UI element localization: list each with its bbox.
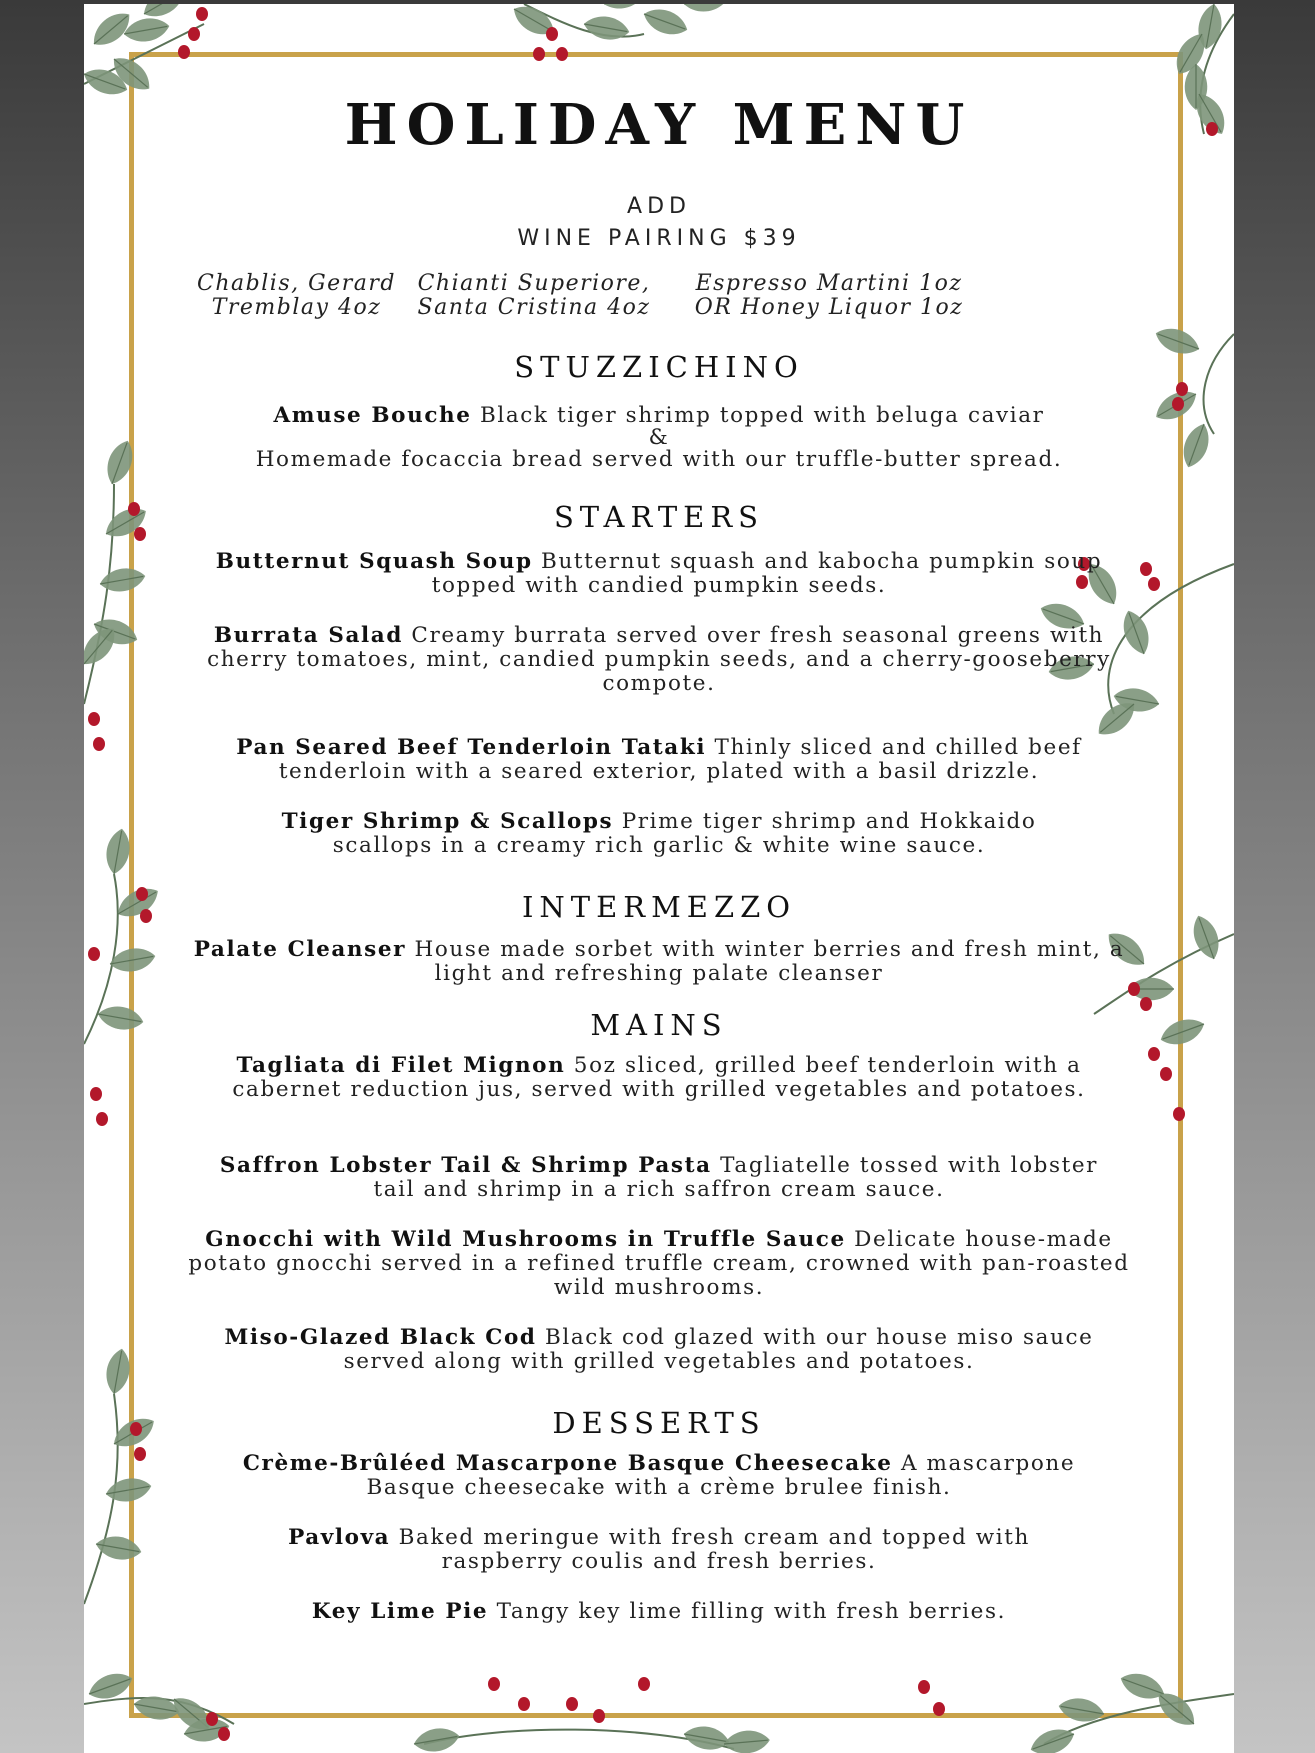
item-name: Crème-Brûléed Mascarpone Basque Cheesecake [242, 1451, 893, 1476]
item-name: Key Lime Pie [311, 1599, 489, 1624]
leaf-cluster-top-center [508, 4, 731, 61]
wine-pairing-price: WINE PAIRING $39 [517, 226, 801, 251]
menu-item [214, 550, 1104, 598]
section-heading-stuzzichino: STUZZICHINO [514, 350, 804, 384]
item-name: Pan Seared Beef Tenderloin Tataki [236, 735, 707, 760]
item-description: Baked meringue with fresh cream and topped with raspberry coulis and fresh berries. [398, 1525, 1030, 1574]
item-name: Miso-Glazed Black Cod [224, 1325, 537, 1350]
item-name: Saffron Lobster Tail & Shrimp Pasta [219, 1153, 712, 1178]
item-name: Pavlova [288, 1525, 391, 1550]
wine-item: Espresso Martini 1oz OR Honey Liquor 1oz [694, 271, 964, 320]
item-description: Black cod glazed with our house miso sauce served along with grilled vegetables and potatoes. [343, 1325, 1094, 1374]
item-description: Prime tiger shrimp and Hokkaido scallops in a creamy rich garlic & white wine sauce. [332, 809, 1037, 858]
leaf-cluster-bottom-right [918, 1668, 1234, 1753]
section-heading-desserts: DESSERTS [552, 1406, 766, 1440]
wine-item: Chianti Superiore, Santa Cristina 4oz [417, 271, 651, 320]
section-heading-starters: STARTERS [553, 500, 765, 534]
menu-item [194, 1452, 1124, 1500]
wine-item: Chablis, Gerard Tremblay 4oz [197, 271, 396, 320]
item-name: Butternut Squash Soup [215, 549, 533, 574]
menu-item-amuse-bouche [174, 404, 1144, 472]
item-description: Tagliatelle tossed with lobster tail and shrimp in a rich saffron cream sauce. [373, 1153, 1099, 1202]
item-description: A mascarpone Basque cheesecake with a crème brulee finish. [366, 1451, 1076, 1500]
menu-item [194, 736, 1124, 784]
leaf-cluster-left-upper [84, 437, 151, 751]
item-name: Gnocchi with Wild Mushrooms in Truffle Sauce [205, 1227, 846, 1252]
item-description: Homemade focaccia bread served with our truffle-butter spread. [255, 447, 1063, 472]
menu-item [234, 810, 1084, 858]
item-name: Amuse Bouche [273, 403, 472, 428]
menu-item [224, 1526, 1094, 1574]
menu-item [214, 1600, 1104, 1624]
item-description: Tangy key lime filling with fresh berries. [496, 1599, 1007, 1624]
menu-item [214, 1154, 1104, 1202]
item-name: Burrata Salad [213, 623, 403, 648]
item-name: Tagliata di Filet Mignon [236, 1053, 566, 1078]
leaf-cluster-bottom-center [412, 1677, 771, 1753]
leaf-cluster-top-left [84, 4, 208, 100]
menu-item [184, 1228, 1134, 1300]
item-description: Butternut squash and kabocha pumpkin soup topped with candied pumpkin seeds. [431, 549, 1103, 598]
item-description: Creamy burrata served over fresh seasonal greens with cherry tomatoes, mint, candied pumpkin seeds, and a cherry-gooseberry compote. [207, 623, 1111, 696]
wine-pairing-add-label: ADD [627, 194, 691, 219]
menu-item [204, 624, 1114, 696]
item-name: Palate Cleanser [193, 937, 407, 962]
menu-page [84, 4, 1234, 1753]
menu-item [184, 938, 1134, 986]
menu-title: HOLIDAY MENU [344, 92, 974, 158]
section-heading-mains: MAINS [590, 1008, 728, 1042]
item-description: 5oz sliced, grilled beef tenderloin with a cabernet reduction jus, served with grilled vegetables and potatoes. [232, 1053, 1086, 1102]
leaf-cluster-left-middle [84, 827, 163, 1126]
item-name: Tiger Shrimp & Scallops [281, 809, 614, 834]
section-heading-intermezzo: INTERMEZZO [521, 890, 797, 924]
ampersand: & [648, 425, 670, 450]
item-description: Delicate house-made potato gnocchi served in a refined truffle cream, crowned with pan-roasted wild mushrooms. [188, 1227, 1130, 1300]
leaf-cluster-bottom-left [84, 1668, 234, 1745]
menu-item [214, 1326, 1104, 1374]
item-description: Thinly sliced and chilled beef tenderloin with a seared exterior, plated with a basil drizzle. [278, 735, 1082, 784]
item-description: Black tiger shrimp topped with beluga caviar [479, 403, 1045, 428]
leaf-cluster-right-upper [1151, 323, 1234, 471]
leaf-cluster-left-lower [84, 1347, 159, 1604]
item-description: House made sorbet with winter berries and fresh mint, a light and refreshing palate cleanser [414, 937, 1125, 986]
menu-item [184, 1054, 1134, 1102]
